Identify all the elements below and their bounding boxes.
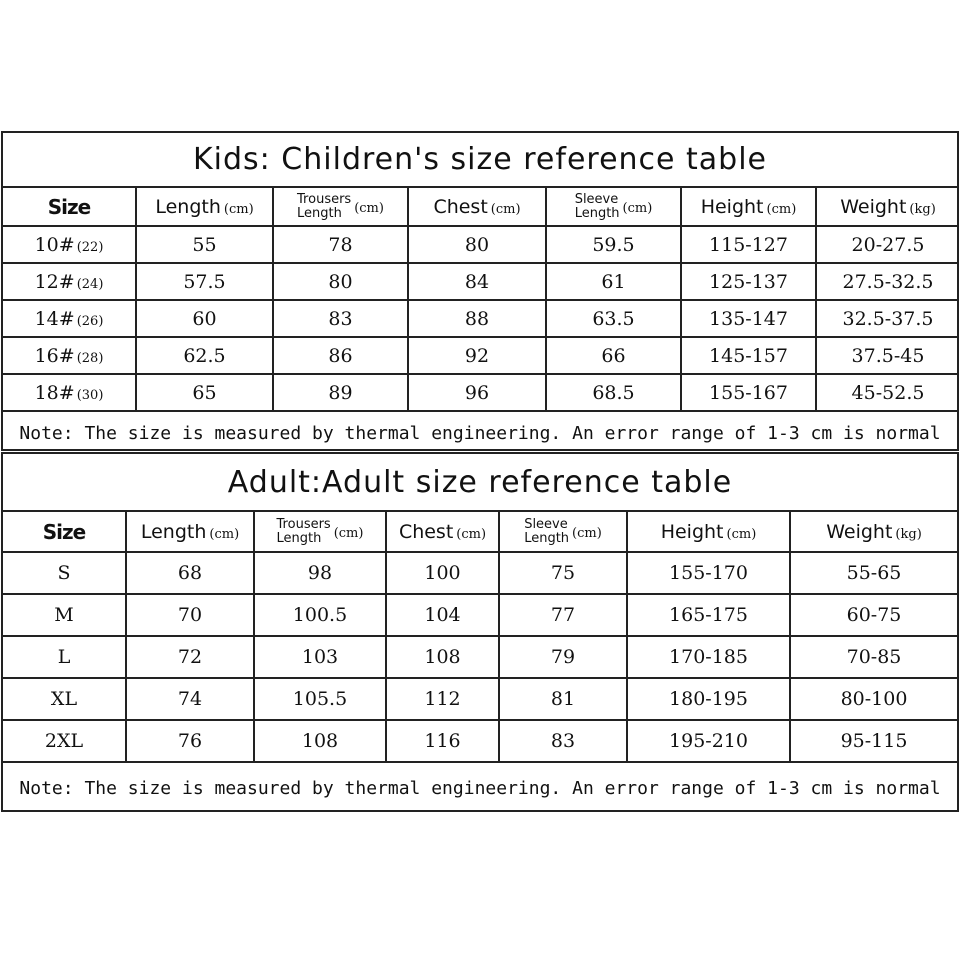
size-cell: 18# (30) bbox=[3, 374, 136, 411]
height-cell: 155-170 bbox=[627, 552, 790, 594]
sleeve-cell: 77 bbox=[499, 594, 627, 636]
kids-table-grid bbox=[3, 188, 959, 412]
trousers-cell: 78 bbox=[273, 226, 408, 263]
height-cell: 135-147 bbox=[681, 300, 816, 337]
table-row bbox=[3, 300, 959, 337]
kids-header-row bbox=[3, 188, 959, 226]
trousers-cell: 98 bbox=[254, 552, 386, 594]
size-cell: 14# (26) bbox=[3, 300, 136, 337]
kids-header-height: Height (cm) bbox=[681, 188, 816, 226]
trousers-cell: 86 bbox=[273, 337, 408, 374]
kids-size-table bbox=[1, 131, 959, 451]
kids-header-size: Size bbox=[3, 188, 136, 226]
height-cell: 125-137 bbox=[681, 263, 816, 300]
length-cell: 70 bbox=[126, 594, 254, 636]
weight-cell: 55-65 bbox=[790, 552, 957, 594]
sleeve-cell: 81 bbox=[499, 678, 627, 720]
kids-table-title: Kids: Children's size reference table bbox=[3, 133, 957, 188]
weight-cell: 45-52.5 bbox=[816, 374, 959, 411]
table-row bbox=[3, 263, 959, 300]
sleeve-cell: 79 bbox=[499, 636, 627, 678]
weight-cell: 95-115 bbox=[790, 720, 957, 762]
size-cell: 16# (28) bbox=[3, 337, 136, 374]
kids-header-sleeve: Sleeve Length (cm) bbox=[546, 188, 681, 226]
weight-cell: 37.5-45 bbox=[816, 337, 959, 374]
length-cell: 76 bbox=[126, 720, 254, 762]
adult-header-chest: Chest (cm) bbox=[386, 512, 499, 552]
weight-cell: 80-100 bbox=[790, 678, 957, 720]
size-cell: XL bbox=[3, 678, 126, 720]
length-cell: 55 bbox=[136, 226, 273, 263]
sleeve-cell: 63.5 bbox=[546, 300, 681, 337]
adult-header-length: Length (cm) bbox=[126, 512, 254, 552]
adult-header-height: Height (cm) bbox=[627, 512, 790, 552]
sleeve-cell: 59.5 bbox=[546, 226, 681, 263]
chest-cell: 100 bbox=[386, 552, 499, 594]
trousers-cell: 108 bbox=[254, 720, 386, 762]
height-cell: 170-185 bbox=[627, 636, 790, 678]
table-row bbox=[3, 594, 957, 636]
adult-header-size: Size bbox=[3, 512, 126, 552]
height-cell: 155-167 bbox=[681, 374, 816, 411]
weight-cell: 70-85 bbox=[790, 636, 957, 678]
size-cell: L bbox=[3, 636, 126, 678]
chest-cell: 80 bbox=[408, 226, 546, 263]
table-row bbox=[3, 678, 957, 720]
weight-cell: 32.5-37.5 bbox=[816, 300, 959, 337]
height-cell: 145-157 bbox=[681, 337, 816, 374]
table-row bbox=[3, 226, 959, 263]
weight-cell: 27.5-32.5 bbox=[816, 263, 959, 300]
trousers-cell: 100.5 bbox=[254, 594, 386, 636]
height-cell: 180-195 bbox=[627, 678, 790, 720]
height-cell: 165-175 bbox=[627, 594, 790, 636]
chest-cell: 108 bbox=[386, 636, 499, 678]
length-cell: 68 bbox=[126, 552, 254, 594]
trousers-cell: 89 bbox=[273, 374, 408, 411]
sleeve-cell: 61 bbox=[546, 263, 681, 300]
kids-header-chest: Chest (cm) bbox=[408, 188, 546, 226]
size-cell: 10# (22) bbox=[3, 226, 136, 263]
length-cell: 65 bbox=[136, 374, 273, 411]
sleeve-cell: 66 bbox=[546, 337, 681, 374]
table-row bbox=[3, 720, 957, 762]
adult-header-row bbox=[3, 512, 957, 552]
adult-header-sleeve: Sleeve Length (cm) bbox=[499, 512, 627, 552]
size-cell: M bbox=[3, 594, 126, 636]
size-cell: S bbox=[3, 552, 126, 594]
length-cell: 60 bbox=[136, 300, 273, 337]
kids-header-weight: Weight (kg) bbox=[816, 188, 959, 226]
kids-header-length: Length (cm) bbox=[136, 188, 273, 226]
adult-size-table bbox=[1, 452, 959, 812]
size-cell: 2XL bbox=[3, 720, 126, 762]
length-cell: 74 bbox=[126, 678, 254, 720]
sleeve-cell: 83 bbox=[499, 720, 627, 762]
chest-cell: 84 bbox=[408, 263, 546, 300]
trousers-cell: 103 bbox=[254, 636, 386, 678]
adult-header-trousers: Trousers Length (cm) bbox=[254, 512, 386, 552]
chest-cell: 104 bbox=[386, 594, 499, 636]
trousers-cell: 83 bbox=[273, 300, 408, 337]
adult-note: Note: The size is measured by thermal engineering. An error range of 1-3 cm is normal bbox=[19, 777, 941, 799]
table-row bbox=[3, 636, 957, 678]
trousers-cell: 80 bbox=[273, 263, 408, 300]
length-cell: 57.5 bbox=[136, 263, 273, 300]
table-row bbox=[3, 374, 959, 411]
size-cell: 12# (24) bbox=[3, 263, 136, 300]
table-row bbox=[3, 552, 957, 594]
adult-table-grid bbox=[3, 512, 957, 763]
height-cell: 195-210 bbox=[627, 720, 790, 762]
adult-header-weight: Weight (kg) bbox=[790, 512, 957, 552]
weight-cell: 60-75 bbox=[790, 594, 957, 636]
chest-cell: 112 bbox=[386, 678, 499, 720]
sleeve-cell: 75 bbox=[499, 552, 627, 594]
sleeve-cell: 68.5 bbox=[546, 374, 681, 411]
kids-header-trousers: Trousers Length (cm) bbox=[273, 188, 408, 226]
weight-cell: 20-27.5 bbox=[816, 226, 959, 263]
length-cell: 62.5 bbox=[136, 337, 273, 374]
trousers-cell: 105.5 bbox=[254, 678, 386, 720]
chest-cell: 116 bbox=[386, 720, 499, 762]
table-row bbox=[3, 337, 959, 374]
adult-table-title: Adult:Adult size reference table bbox=[3, 454, 957, 512]
kids-note: Note: The size is measured by thermal engineering. An error range of 1-3 cm is normal bbox=[19, 422, 941, 444]
length-cell: 72 bbox=[126, 636, 254, 678]
chest-cell: 92 bbox=[408, 337, 546, 374]
chest-cell: 96 bbox=[408, 374, 546, 411]
chest-cell: 88 bbox=[408, 300, 546, 337]
height-cell: 115-127 bbox=[681, 226, 816, 263]
